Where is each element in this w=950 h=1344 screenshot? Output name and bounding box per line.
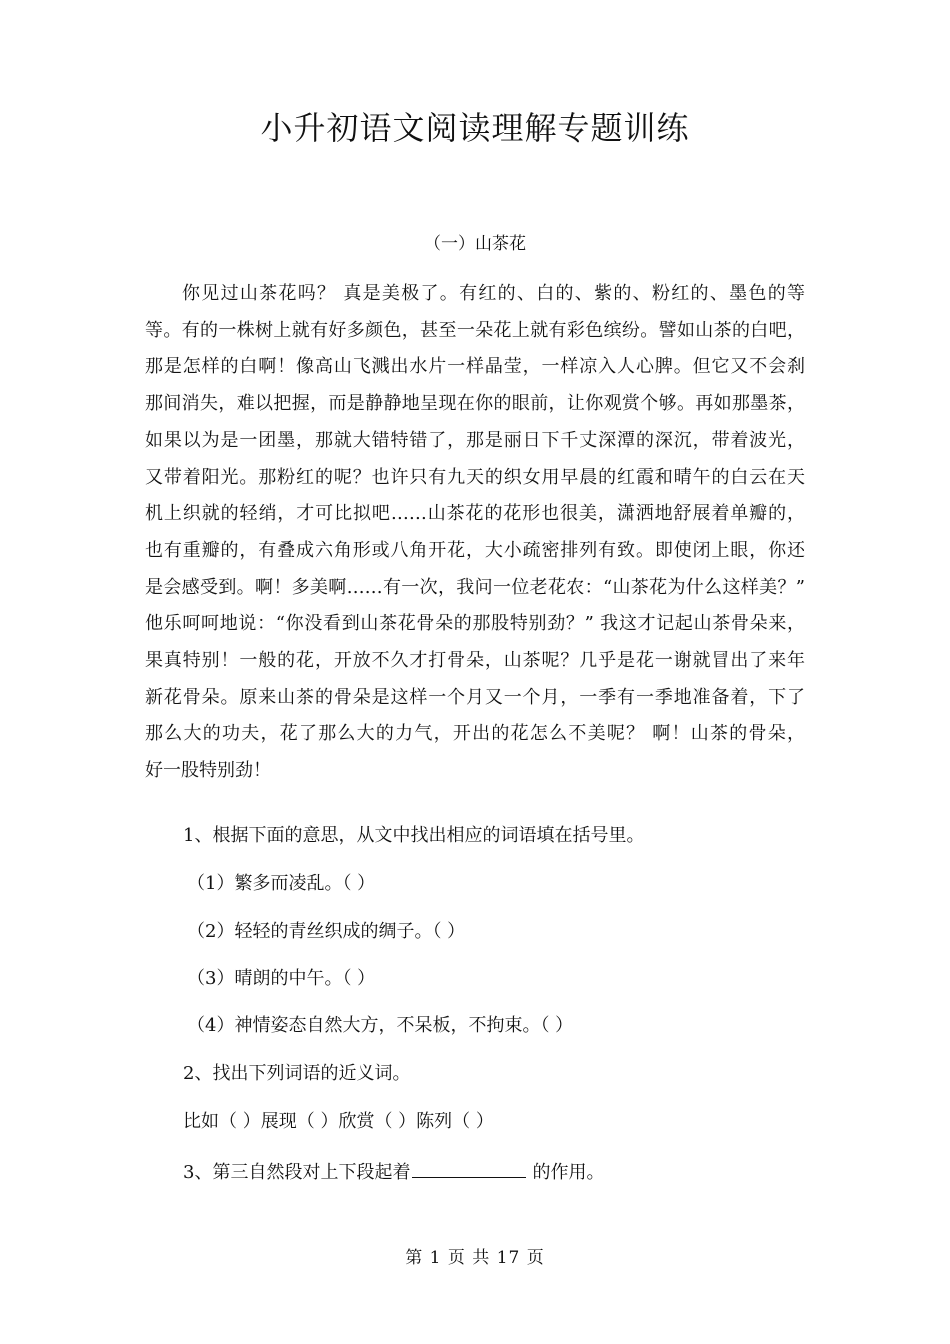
passage-line: 那么大的功夫，花了那么大的力气，开出的花怎么不美呢？ 啊！山茶的骨朵， xyxy=(145,723,805,745)
question-1-item-2: （2）轻轻的青丝织成的绸子。（ ） xyxy=(187,921,466,942)
question-1-prompt: 1、根据下面的意思，从文中找出相应的词语填在括号里。 xyxy=(183,825,645,846)
question-1-item-3: （3）晴朗的中午。（ ） xyxy=(187,968,376,989)
passage-line: 如果以为是一团墨，那就大错特错了，那是丽日下千丈深潭的深沉，带着波光， xyxy=(145,429,805,451)
passage-line: 好一股特别劲！ xyxy=(145,760,271,782)
document-title: 小升初语文阅读理解专题训练 xyxy=(260,109,690,147)
passage-line: 那间消失，难以把握，而是静静地呈现在你的眼前，让你观赏个够。再如那墨茶， xyxy=(145,393,805,415)
passage-line: 又带着阳光。那粉红的呢？也许只有九天的织女用早晨的红霞和晴午的白云在天 xyxy=(145,466,805,488)
passage-line: 也有重瓣的，有叠成六角形或八角开花，大小疏密排列有致。即使闭上眼，你还 xyxy=(145,539,805,561)
question-1-item-1: （1）繁多而凌乱。（ ） xyxy=(187,873,376,894)
passage-line: 等。有的一株树上就有好多颜色，甚至一朵花上就有彩色缤纷。譬如山茶的白吧， xyxy=(145,319,805,341)
question-3 xyxy=(183,1155,604,1187)
passage-line: 他乐呵呵地说：“你没看到山茶花骨朵的那股特别劲？” 我这才记起山茶骨朵来， xyxy=(145,613,805,635)
section-title: （一）山茶花 xyxy=(424,234,526,254)
passage-line: 那是怎样的白啊！像高山飞溅出水片一样晶莹，一样凉入人心脾。但它又不会刹 xyxy=(145,356,805,378)
passage-line: 新花骨朵。原来山茶的骨朵是这样一个月又一个月，一季有一季地准备着，下了 xyxy=(145,686,805,708)
question-2-items: 比如（ ）展现（ ）欣赏（ ）陈列（ ） xyxy=(183,1111,494,1132)
passage-line: 机上织就的轻绡，才可比拟吧……山茶花的花形也很美，潇洒地舒展着单瓣的， xyxy=(145,503,805,525)
question-3-prompt-after: 的作用。 xyxy=(532,1162,605,1183)
passage-line: 你见过山茶花吗？ 真是美极了。有红的、白的、紫的、粉红的、墨色的等 xyxy=(182,283,805,304)
question-2-prompt: 2、找出下列词语的近义词。 xyxy=(183,1063,411,1084)
passage-line: 果真特别！一般的花，开放不久才打骨朵，山茶呢？几乎是花一谢就冒出了来年 xyxy=(145,650,805,672)
passage-line: 是会感受到。啊！多美啊……有一次，我问一位老花农：“山茶花为什么这样美？” xyxy=(145,576,805,598)
passage xyxy=(145,276,805,790)
question-1-item-4: （4）神情姿态自然大方，不呆板，不拘束。（ ） xyxy=(187,1015,574,1036)
answer-blank xyxy=(412,1155,526,1178)
page-footer: 第 1 页 共 17 页 xyxy=(405,1248,545,1268)
question-3-prompt-before: 3、第三自然段对上下段起着 xyxy=(183,1162,411,1183)
